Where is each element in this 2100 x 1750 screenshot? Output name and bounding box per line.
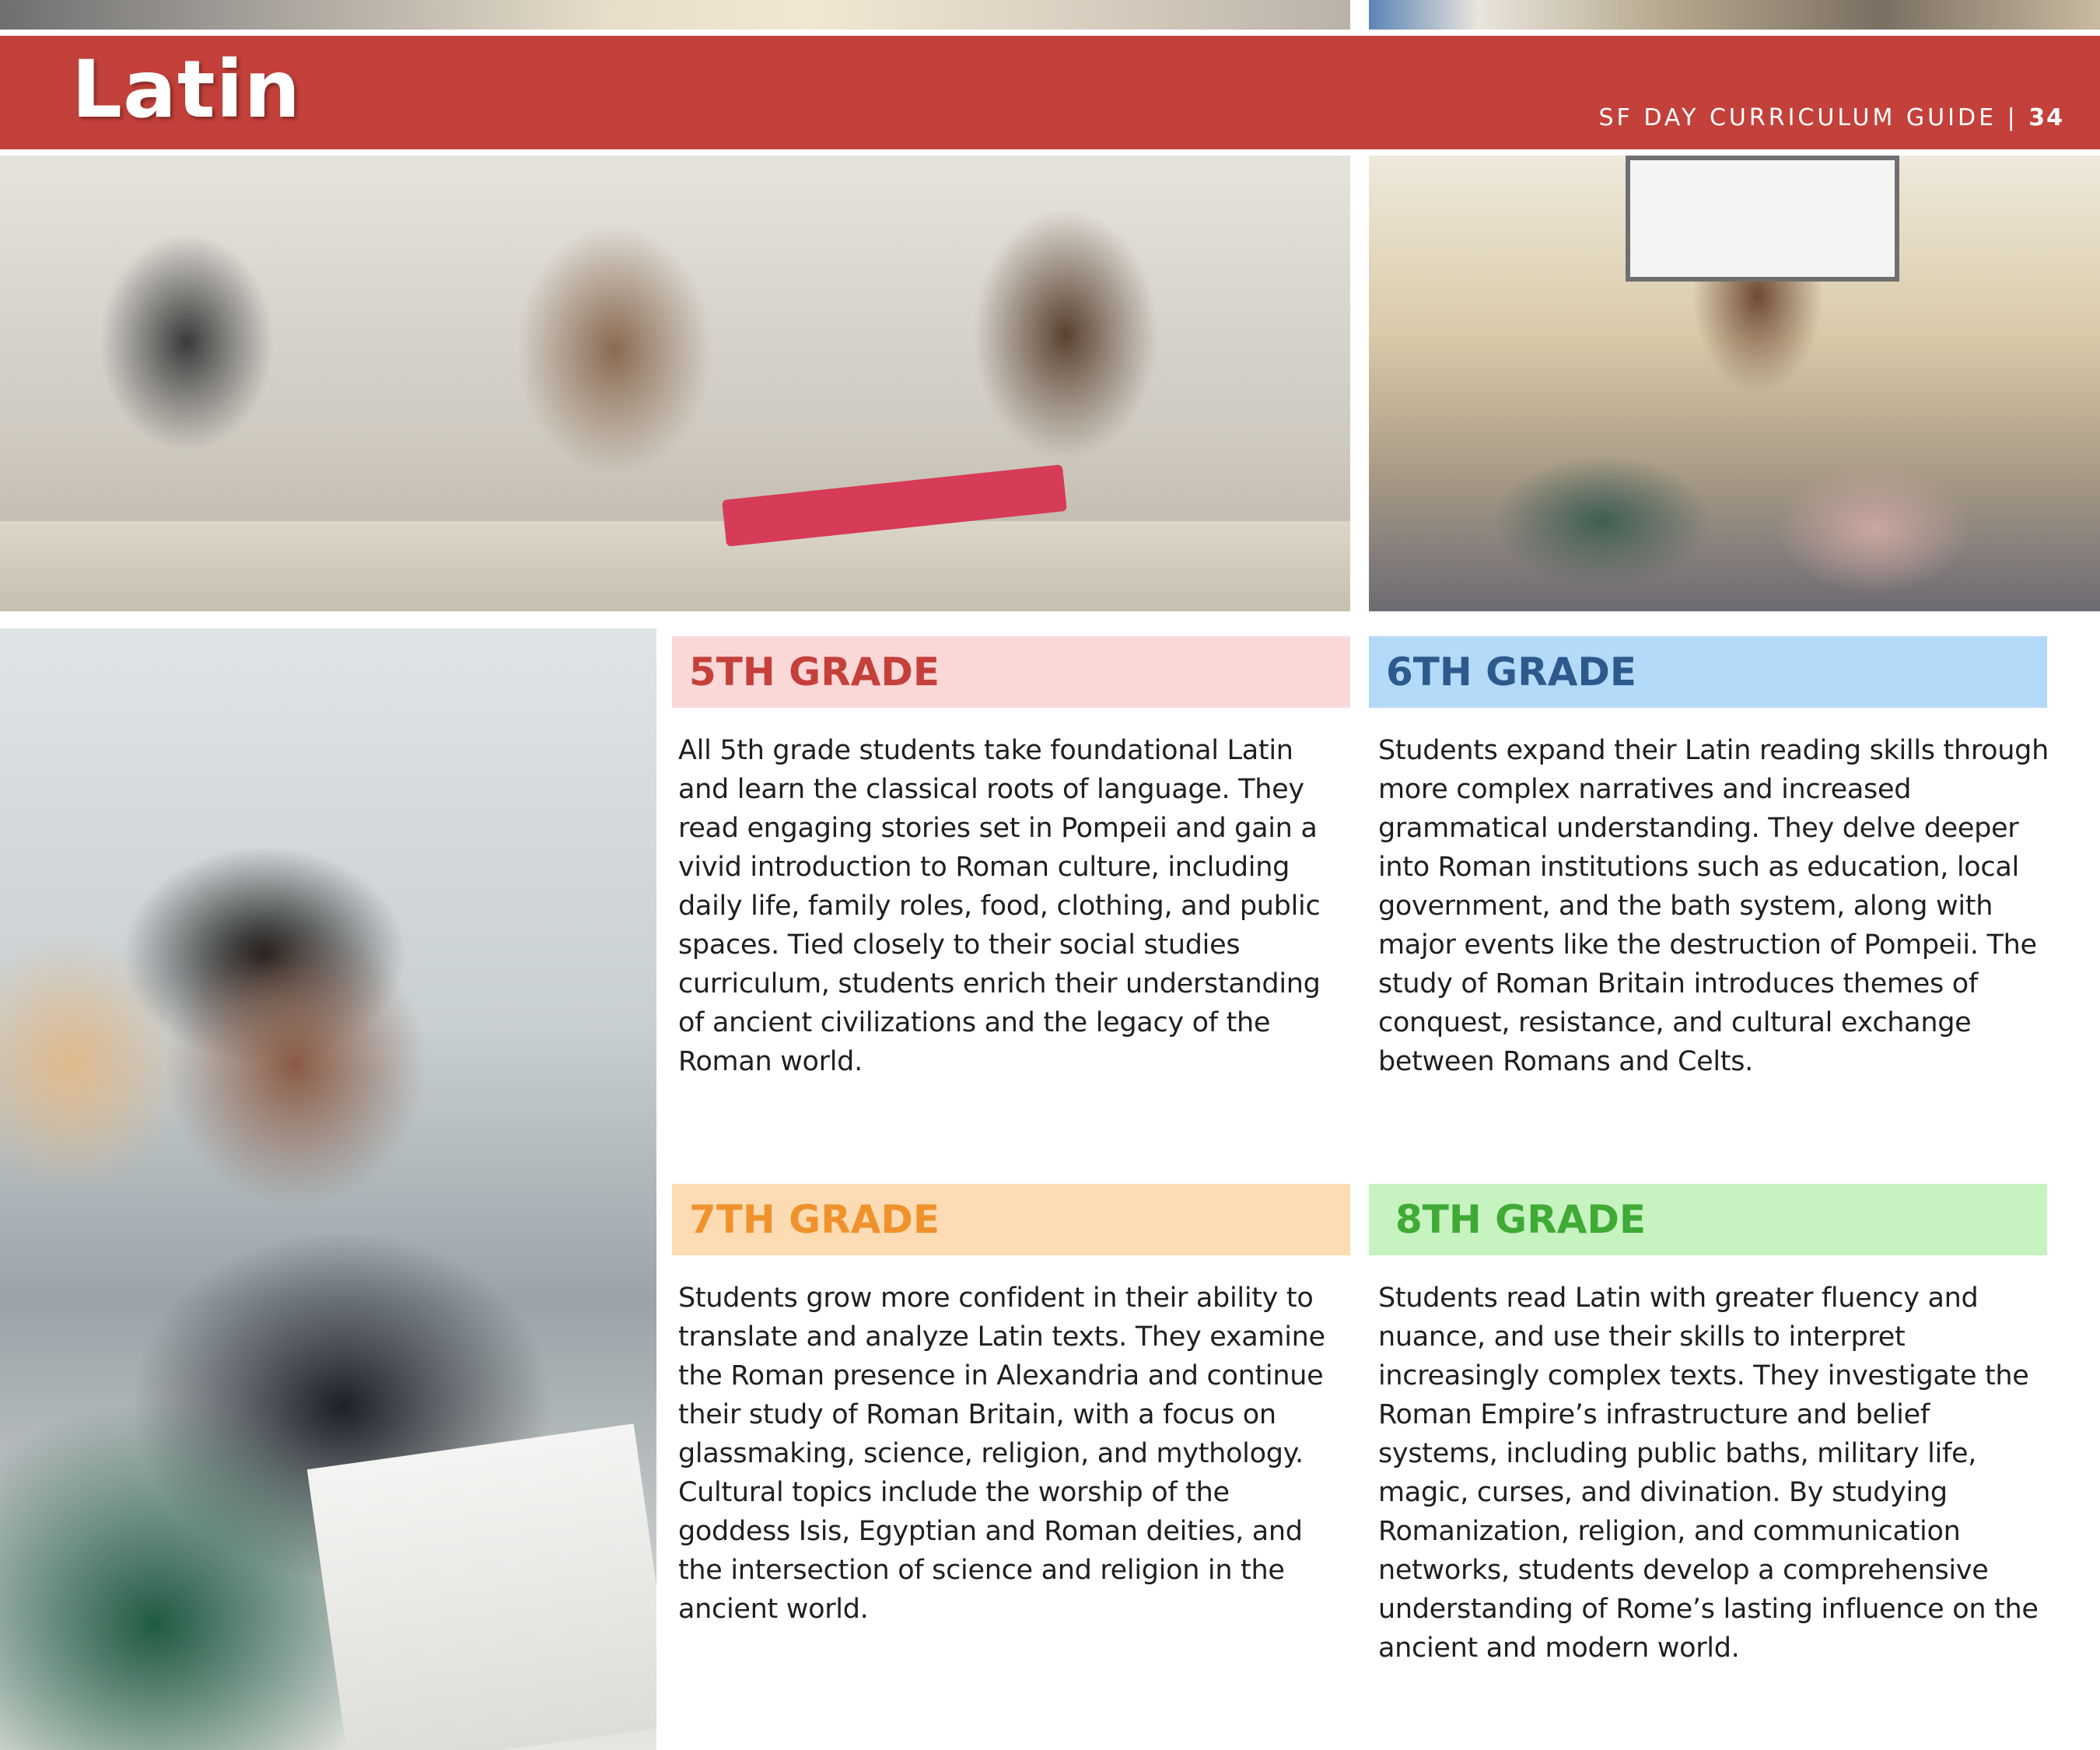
top-photo-strip-right (1369, 0, 2100, 30)
grade6-description: Students expand their Latin reading skills through more complex narratives and increased grammatical understanding. They delve deeper into Roman institutions such as education, local government, and the bath system, along with major events like the destruction of Pompeii. The study of Roman Britain introduces themes of conquest, resistance, and cultural exchange between Romans and Celts. (1378, 735, 2049, 1077)
top-photo-strip-left (0, 0, 1350, 30)
photo-whiteboard (1626, 156, 1899, 282)
photo-paper (307, 1423, 656, 1750)
photo-students-laughing (0, 628, 656, 1750)
page-number: 34 (2028, 104, 2064, 131)
grade5-heading: 5TH GRADE (672, 636, 1350, 708)
grade6-heading: 6TH GRADE (1369, 636, 2047, 708)
page-title: Latin (72, 44, 302, 136)
photo-student-presenting (1369, 156, 2100, 611)
guide-name: SF DAY CURRICULUM GUIDE (1598, 104, 1997, 131)
grade7-description: Students grow more confident in their ability to translate and analyze Latin texts. They examine the Roman presence in Alexandria and continue their study of Roman Britain, with a focus on glassmaking, science, religion, and mythology. Cultural topics include the worship of the goddess Isis, Egyptian and Roman deities, and the intersection of science and religion in the ancient world. (678, 1283, 1325, 1625)
grade8-heading: 8TH GRADE (1369, 1184, 2047, 1255)
photo-students-at-desk (0, 156, 1350, 611)
grade8-description: Students read Latin with greater fluency and nuance, and use their skills to interpret increasingly complex texts. They investigate the Roman Empire’s infrastructure and belief systems, including public baths, military life, magic, curses, and divination. By studying Romanization, religion, and communication networks, students develop a comprehensive understanding of Rome’s lasting influence on the ancient and modern world. (1378, 1283, 2039, 1664)
guide-separator: | (2007, 104, 2018, 131)
curriculum-guide-label (1599, 104, 2064, 131)
grade7-heading: 7TH GRADE (672, 1184, 1350, 1255)
grade5-description: All 5th grade students take foundational Latin and learn the classical roots of language. They read engaging stories set in Pompeii and gain a vivid introduction to Roman culture, including daily life, family roles, food, clothing, and public spaces. Tied closely to their social studies curriculum, students enrich their understanding of ancient civilizations and the legacy of the Roman world. (678, 735, 1321, 1077)
photo-desk-area (0, 521, 1350, 611)
header-band (0, 36, 2100, 149)
